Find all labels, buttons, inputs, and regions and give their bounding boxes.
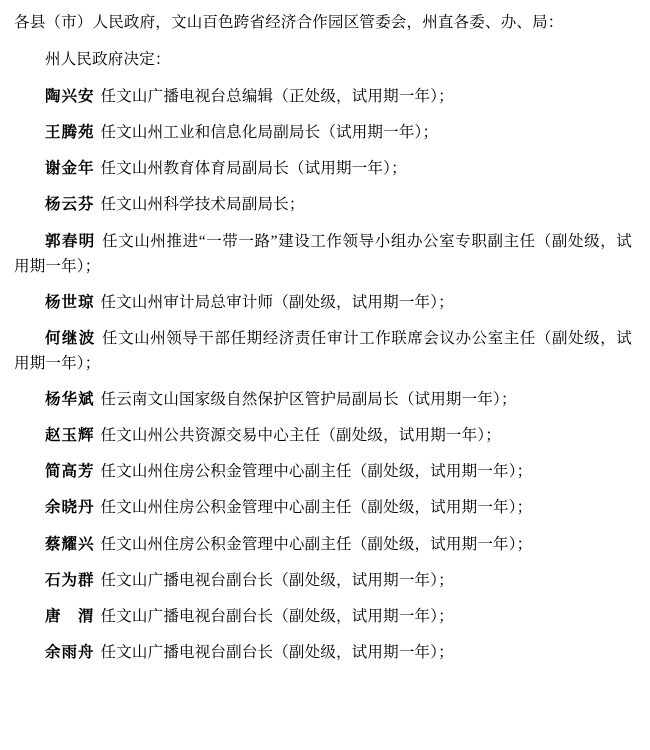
appointment-text: 任文山州审计局总审计师（副处级，试用期一年）； [100, 293, 454, 311]
appointment-text: 任文山州住房公积金管理中心副主任（副处级，试用期一年）； [100, 463, 533, 481]
list-item [14, 422, 632, 448]
appointee-name: 余雨舟 [45, 641, 95, 661]
appointee-name: 石为群 [45, 569, 95, 589]
appointment-text: 任文山州科学技术局副局长； [100, 196, 305, 214]
list-item [14, 458, 632, 484]
appointee-name: 简高芳 [45, 461, 95, 481]
list-item [14, 603, 632, 629]
appointee-name: 唐 渭 [45, 605, 95, 625]
list-item [14, 325, 632, 376]
appointment-text: 任文山州工业和信息化局副局长（试用期一年）； [100, 124, 439, 142]
list-item [14, 531, 632, 557]
list-item [14, 191, 632, 217]
appointment-text: 任文山州领导干部任期经济责任审计工作联席会议办公室主任（副处级，试用期一年）； [14, 329, 632, 372]
list-item [14, 494, 632, 520]
appointment-list [14, 83, 632, 665]
appointment-text: 任文山州公共资源交易中心主任（副处级，试用期一年）； [100, 427, 501, 445]
list-item [14, 386, 632, 412]
list-item [14, 83, 632, 109]
list-item [14, 155, 632, 181]
recipient-line: 各县（市）人民政府，文山百色跨省经济合作园区管委会，州直各委、办、局： [14, 14, 564, 31]
appointment-text: 任文山州教育体育局副局长（试用期一年）； [100, 160, 407, 178]
appointment-text: 任文山广播电视台副台长（副处级，试用期一年）； [100, 607, 454, 625]
decision-intro-line: 州人民政府决定： [45, 50, 171, 68]
appointment-text: 任文山州住房公积金管理中心副主任（副处级，试用期一年）； [100, 499, 533, 517]
appointee-name: 蔡耀兴 [45, 533, 95, 553]
appointee-name: 杨世琼 [45, 291, 95, 311]
appointee-name: 杨云芬 [45, 194, 95, 214]
list-item [14, 639, 632, 665]
appointee-name: 王腾苑 [45, 122, 95, 142]
appointment-text: 任文山州推进“一带一路”建设工作领导小组办公室专职副主任（副处级，试用期一年）； [14, 232, 632, 275]
list-item [14, 228, 632, 279]
appointee-name: 郭春明 [45, 230, 96, 250]
list-item [14, 119, 632, 145]
appointee-name: 谢金年 [45, 158, 95, 178]
appointee-name: 陶兴安 [45, 86, 95, 106]
appointee-name: 赵玉辉 [45, 425, 95, 445]
appointment-text: 任文山广播电视台总编辑（正处级，试用期一年）； [100, 88, 454, 106]
appointee-name: 杨华斌 [45, 389, 95, 409]
appointment-text: 任文山广播电视台副台长（副处级，试用期一年）； [100, 571, 454, 589]
list-item [14, 289, 632, 315]
appointee-name: 何继波 [45, 327, 96, 347]
list-item [14, 567, 632, 593]
appointment-text: 任文山广播电视台副台长（副处级，试用期一年）； [100, 643, 454, 661]
appointee-name: 余晓丹 [45, 497, 95, 517]
appointment-text: 任文山州住房公积金管理中心副主任（副处级，试用期一年）； [100, 535, 533, 553]
appointment-text: 任云南文山国家级自然保护区管护局副局长（试用期一年）； [100, 391, 517, 409]
